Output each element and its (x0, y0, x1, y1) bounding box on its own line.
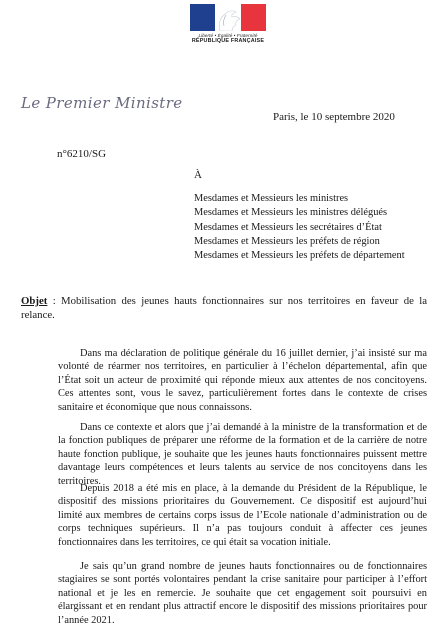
body-paragraph: Dans ma déclaration de politique générale du 16 juillet dernier, j’ai insisté sur ma volonté de réarmer nos territoires, en particulier à l’échelon départemental, afin que l’État soit un acteur de proximité qui réponde mieux aux attentes de nos concitoyens. Ces attentes sont, vous le savez, particulièrement fortes dans le contexte de crises sanitaire et économique que nous connaissons. (58, 348, 427, 413)
recipients-list (194, 192, 405, 263)
recipient-line: Mesdames et Messieurs les ministres délégués (194, 207, 388, 219)
recipient-line: Mesdames et Messieurs les ministres (194, 193, 349, 204)
motto-text: Liberté • Égalité • Fraternité (198, 33, 258, 38)
recipient-line: Mesdames et Messieurs les secrétaires d’État (194, 221, 382, 233)
body-paragraph: Depuis 2018 a été mis en place, à la demande du Président de la République, le dispositif des missions prioritaires du Gouvernement. Ce dispositif est aujourd’hui limité aux membres de certains corps issus de l’Ecole nationale d’administration ou de corps techniques supérieurs. Il n’a pas toujours conduit à affecter ces jeunes fonctionnaires dans les territoires, ce qui était sa vocation initiale. (58, 483, 427, 548)
letter-date: Paris, le 10 septembre 2020 (273, 111, 395, 123)
subject-label: Objet (21, 295, 48, 307)
body-paragraph: Dans ce contexte et alors que j’ai demandé à la ministre de la transformation et de la fonction publiques de préparer une réforme de la formation et de la carrière de notre haute fonction publique, je souhaite que les jeunes hauts fonctionnaires puissent mettre davantage leurs compétences et leurs talents au service de nos concitoyens dans les territoires. (58, 422, 427, 487)
subject-line (21, 294, 427, 323)
marianne-flag-icon (190, 4, 266, 31)
republique-francaise-logo (188, 4, 268, 44)
author-title: Le Premier Ministre (21, 94, 183, 112)
reference-number: n°6210/SG (57, 148, 107, 160)
republic-name: RÉPUBLIQUE FRANÇAISE (191, 38, 265, 44)
addressee-marker: À (194, 169, 202, 181)
recipient-line: Mesdames et Messieurs les préfets de département (194, 250, 405, 262)
recipient-line: Mesdames et Messieurs les préfets de région (194, 235, 380, 247)
subject-text: : Mobilisation des jeunes hauts fonctionnaires sur nos territoires en faveur de la relance. (21, 295, 427, 322)
body-paragraph: Je sais qu’un grand nombre de jeunes hauts fonctionnaires ou de fonctionnaires stagiaires se sont portés volontaires pendant la crise sanitaire pour participer à l’effort national et je les en remercie. Je souhaite que cet engagement soit poursuivi en élargissant et en rendant plus attractif encore le dispositif des missions prioritaires pour l’année 2021. (58, 561, 427, 626)
